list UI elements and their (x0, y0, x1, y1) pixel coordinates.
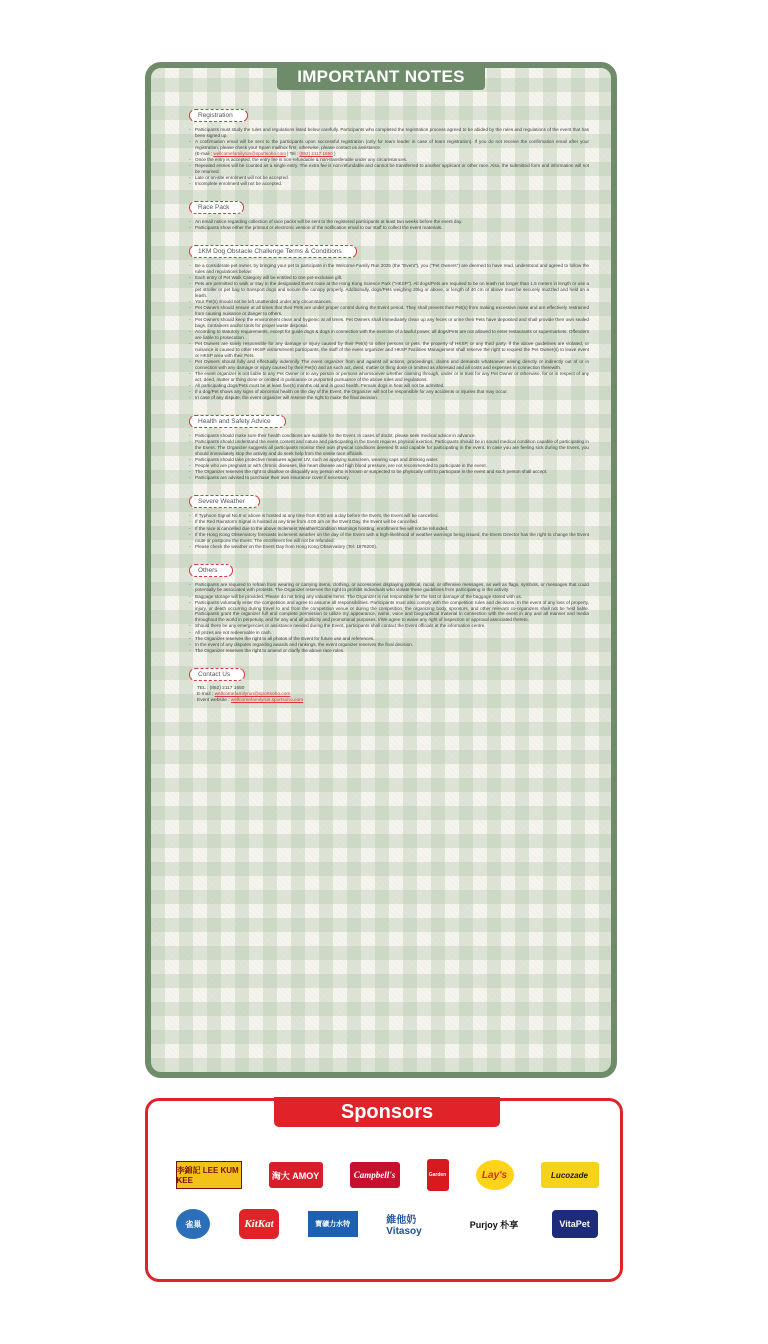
email-label: E-mail : (197, 692, 215, 698)
section-others (189, 559, 589, 654)
list-item: - Repeated entries will be counted as a single entry. The extra fee is non-refundable and cannot be transferred to another applicant or other race. Also, the submitted form and information will not be returned. (189, 163, 589, 175)
section-header-weather: Severe Weather (189, 495, 260, 508)
sponsor-logo-nestle: 雀巢 (176, 1209, 210, 1239)
list-item: - Once the entry is accepted, the entry fee is non-refundable & non-transferable under any circumstances. (189, 157, 589, 163)
sponsors-title: Sponsors (274, 1097, 500, 1127)
list-item: - Pet Owners should fully and effectually indemnify The event organizer from and against all actions, proceedings, claims and demands whatsoever arising directly or indirectly out of or in connection with any damage or injury caused by their Pet(s) and an such act, deed, matter or thing done or omitted as aforesaid and all costs and expenses in connection therewith. (189, 359, 589, 371)
list-item: - According to statutory requirements, except for guide dogs & dogs in connection with the exercise of a lawful power, all dogs/Pets are not allowed to enter restaurants or supermarkets. Offenders are liable to prosecution. (189, 329, 589, 341)
notes-body (189, 104, 589, 714)
registration-list-2 (189, 157, 589, 187)
list-item: - If the Hong Kong Observatory forecasts inclement weather on the day of the Event with a high-likelihood of weather warnings being issued, the Event Director has the right to change the Event route or postpone the Event. The enrollment fee will not be refunded. (189, 532, 589, 544)
sponsor-logo-pocari: 寶礦力水特 (308, 1211, 358, 1237)
list-item: - All prizes are not redeemable in cash. (189, 630, 589, 636)
list-item: - The event organizer is not liable to any Pet Owner or to any person or persons whomsoever whether claiming through, under or in trust for any Pet Owner or otherwise, for or in respect of any act, deed, matter or thing done or omitted in pursuance or purported pursuance of the above rules and regulations. (189, 371, 589, 383)
notes-title: IMPORTANT NOTES (277, 64, 485, 90)
important-notes-panel (145, 62, 617, 1078)
sponsor-logo-campbells: Campbell's (350, 1162, 400, 1188)
list-item: - An email notice regarding collection of race packs will be sent to the registered participants at least two weeks before the event day. (189, 219, 589, 225)
section-header-contact: Contact Us (189, 668, 245, 681)
section-race-pack (189, 196, 589, 231)
sponsor-logo-kitkat: KitKat (239, 1209, 279, 1239)
list-item: - Participants should understand the event content and nature and participating in the Event requires physical exertion. Participants should be in sound medical condition capable of participating in the Event. The Organizer suggests all participants monitor their own physical conditions deemed fit and capable for participating in the event. In case you are feeling sick during the Event, you should immediately stop the activity and do seek help from the onsite race officials. (189, 439, 589, 456)
list-item: - Baggage storage will be provided. Please do not bring any valuable items. The Organizer is not responsible for the lost or damage of the baggage stored with us. (189, 594, 589, 600)
list-item: - The Organizer reserves the right to disallow or disqualify any person who is known or suspected to be physically unfit to participate in the event and such person shall accept. (189, 469, 589, 475)
list-item: - Pet Owners are solely responsible for any damage or injury caused by their Pet(s) to other persons or pets, the property of HKSP, or any third party. If the above guidelines are violated, or nuisance is caused to other HKSP visitors/event participants, the staff of the event organizer and HKSP Facilities Management shall reserve the right to request the Pet Owner(s) to leave event or HKSP area with their Pets. (189, 341, 589, 358)
list-item: - Participants are advised to purchase their own insurance cover if necessary. (189, 475, 589, 481)
sponsor-logo-vitapet: VitaPet (552, 1210, 598, 1238)
list-item: - Pet Owners should ensure at all times that their Pets are under proper control during the Event period. They shall prevent their Pet(s) from making excessive noise and are effectively restrained from causing nuisance or danger to others. (189, 305, 589, 317)
list-item: - The Organizer reserves the right to all photos of the Event for future use and references. (189, 636, 589, 642)
list-item: - Participants voluntarily enter the competition and agree to assume all responsibilities. Participants must also comply with the competition rules and decisions. In the event of any loss of property, injury, or death occurring during travel to and from the competition venue or during the competition, the organizing body, sponsors, and other relevant co-organizers shall not be held liable. Participants grant the organizer full and complete permission to utilize my appearance, name, voice and biographical material in connection with the event in any and all manner and media throughout the world in perpetuity, and for any and all publicity and promotional purposes. I/We agree to waive any right of inspection or approval associated thereto. (189, 600, 589, 623)
list-item: - Participants show either the printout or electronic version of the notification email to our staff to collect the event materials. (189, 225, 589, 231)
section-header-dog-challenge: 1KM Dog Obstacle Challenge Terms & Conditions (189, 245, 357, 258)
contact-email-link[interactable]: wellcomefamilyrun@sportsoho.com (214, 692, 291, 698)
list-item: - Please check the weather on the Event Day from Hong Kong Observatory (Tel: 1878200). (189, 544, 589, 550)
sponsor-logo-lee-kum-kee: 李錦記 LEE KUM KEE (176, 1161, 242, 1189)
email-prefix: (E-mail : (195, 150, 214, 156)
section-health (189, 410, 589, 481)
sponsor-row-2 (162, 1209, 612, 1239)
list-item: - People who are pregnant or with chronic diseases, like heart disease and high blood pressure, are not recommended to participate in the event. (189, 463, 589, 469)
list-item: - Each entry of Pet Walk Category will be entitled to one pet-exclusive gift. (189, 275, 589, 281)
section-dog-challenge (189, 240, 589, 401)
list-item: - All participating dogs/Pets must be at least five(5) months old and in good health. Female dogs in heat will not be admitted. (189, 383, 589, 389)
list-item: - Incomplete enrolment will not be accepted. (189, 181, 589, 187)
web-label: Event website : (197, 698, 231, 704)
list-item: - A confirmation email will be sent to the participants upon successful registration (only for team leader in case of team registration). If you do not receive the confirmation email after your registration, please check your Spam mailbox first, otherwise, please contact us assistance. (189, 139, 589, 151)
others-list (189, 582, 589, 654)
list-item: - Participants are required to refrain from wearing or carrying items, clothing, or accessories displaying political, racial, or offensive messages, as well as flags, symbols, or messages that could potentially be associated with protests. The Organizer reserves the right to prohibit individuals who violate these guidelines from participating in the activity. (189, 582, 589, 594)
section-header-race-pack: Race Pack (189, 201, 244, 214)
sponsor-logo-lays: Lay's (476, 1160, 514, 1190)
list-item: - Participants should make sure their health conditions are suitable for the Event. In cases of doubt, please seek medical advice in advance. (189, 433, 589, 439)
tel-prefix: | Tel : (285, 150, 300, 156)
tel-label: TEL : (197, 685, 210, 691)
list-item: - Your Pet(s) should not be left unattended under any circumstances. (189, 299, 589, 305)
list-item: - Pet Owners should keep the environment clean and hygienic at all times. Pet Owners shall immediately clean up any feces or urine their Pets have deposited and shall provide their own sealed bags, containers and/or tools for proper waste disposal. (189, 317, 589, 329)
sponsor-logo-lucozade: Lucozade (541, 1162, 599, 1188)
list-item: - Pets are permitted to walk or stay in the designated Event route at the Hong Kong Science Park ("HKSP"). All dogs/Pets are required to be on leash not longer than 1.5 meters in length or use a pet stroller or pet bag to transport dogs and secure the canopy properly. Additionally, dogs/Pets weighing 20kg or above, or length of 40 cm or above must be securely muzzled and held on a leash. (189, 281, 589, 298)
list-item: - If the race is cancelled due to the above Inclement Weather/Condition Warnings hoisting, enrollment fee will not be refunded. (189, 526, 589, 532)
list-item: - In case of any dispute, the event organizer will reserve the right to make the final decision. (189, 395, 589, 401)
sponsor-logo-amoy: 淘大 AMOY (269, 1162, 323, 1188)
section-weather (189, 490, 589, 549)
close-paren: ) (332, 150, 336, 156)
list-item: - If a dog/Pet shows any signs of abnormal health on the day of the Event, the Organizer will not be responsible for any accidents or injuries that may occur. (189, 389, 589, 395)
registration-list (189, 127, 589, 151)
race-pack-list (189, 219, 589, 231)
section-registration (189, 104, 589, 187)
section-header-registration: Registration (189, 109, 248, 122)
weather-list (189, 513, 589, 549)
dog-challenge-list (189, 263, 589, 401)
sponsors-panel (145, 1098, 623, 1282)
registration-tel-link[interactable]: (852) 2117 1650 (299, 150, 333, 156)
list-item: - Participants must study the rules and regulations listed below carefully. Participants who completed the registration process agreed to be abided by the rules and regulations of the event that has been signed up. (189, 127, 589, 139)
section-header-others: Others (189, 564, 233, 577)
list-item: - In the event of any disputes regarding awards and rankings, the event organizer reserves the final decision. (189, 642, 589, 648)
health-list (189, 433, 589, 481)
sponsor-row-1 (162, 1159, 612, 1191)
list-item: - The Organizer reserves the right to amend or clarify the above race rules. (189, 648, 589, 654)
sponsor-logo-vitasoy: 維他奶 Vitasoy (386, 1215, 422, 1237)
contact-tel-value: (852) 2117 1650 (209, 685, 245, 691)
list-item: - Be a considerate pet owner, by bringing your pet to participate in the Welcome Family Run 2025 (the "Event"), you ("Pet Owners") are deemed to have read, understood and agreed to follow the rules and regulations below: (189, 263, 589, 275)
sponsor-logo-purjoy: Purjoy 朴享 (469, 1219, 519, 1230)
contact-website (189, 698, 589, 704)
list-item: - If the Red Rainstorm Signal is hoisted at any time from 4:00 am on the Event Day, the Event will be cancelled. (189, 519, 589, 525)
registration-email-link[interactable]: wellcomefamilyrun@sportsoho.com (213, 150, 286, 156)
list-item: - If Typhoon Signal No.8 or above is hoisted at any time from 8:00 am a day before the Event, the Event will be cancelled. (189, 513, 589, 519)
section-contact (189, 663, 589, 705)
section-header-health: Health and Safety Advice (189, 415, 286, 428)
sponsor-logo-garden: Garden (427, 1159, 449, 1191)
contact-website-link[interactable]: wellcomefamilyrun.sportsoho.com (230, 698, 304, 704)
list-item: - Should there be any emergencies or assistance needed during the Event, participants shall contact the Event officials at the information centre. (189, 623, 589, 629)
list-item: - Late or on-site enrolment will not be accepted. (189, 175, 589, 181)
list-item: - Participants should take protective measures against UV, such as applying sunscreen, wearing caps and drinking water. (189, 457, 589, 463)
